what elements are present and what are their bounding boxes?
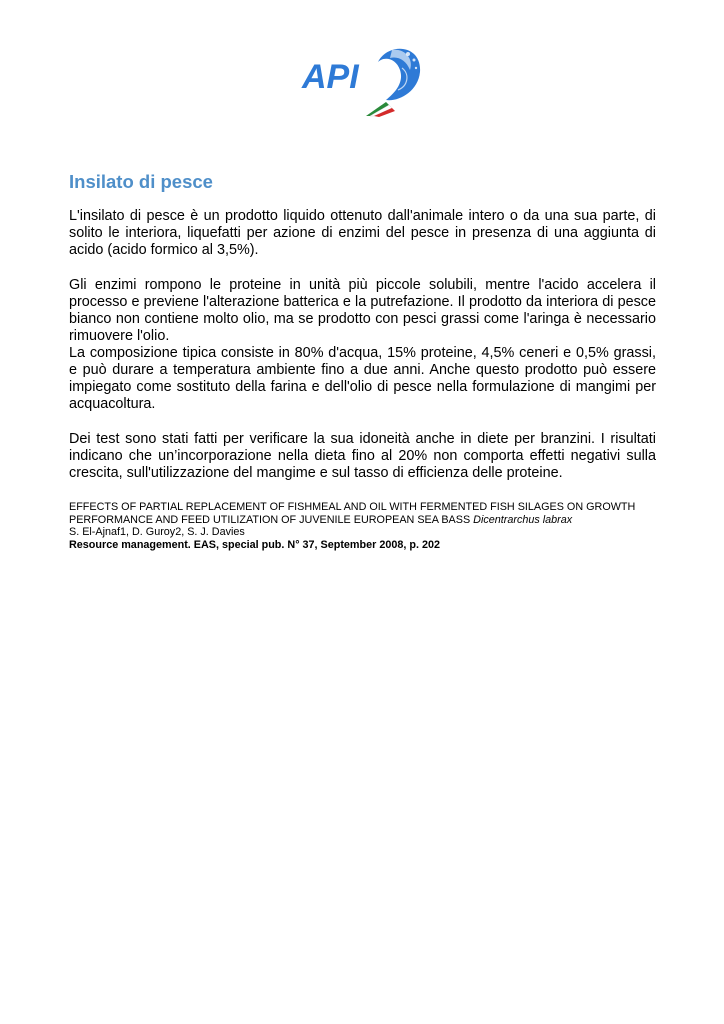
paragraph-tests: Dei test sono stati fatti per verificare la sua idoneità anche in diete per branzini. I risultati indicano che un’incorporazione nella dieta fino al 20% non comporta effetti negativi sulla crescita, sull'utilizzazione del mangime e sul tasso di efficienza delle proteine. bbox=[69, 431, 656, 481]
reference-source: Resource management. EAS, special pub. N° 37, September 2008, p. 202 bbox=[69, 538, 440, 551]
paragraph-definition: L'insilato di pesce è un prodotto liquido ottenuto dall'animale intero o da una sua parte, di solito le interiora, liquefatti per azione di enzimi del pesce in presenza di una aggiunta di acido (acido formico al 3,5%). bbox=[69, 208, 656, 258]
document-content bbox=[69, 170, 656, 551]
page-title: Insilato di pesce bbox=[69, 171, 213, 192]
logo-text: API bbox=[302, 58, 359, 96]
api-logo-graphic bbox=[300, 40, 424, 120]
reference-species: Dicentrarchus labrax bbox=[473, 513, 573, 526]
paragraph-enzymes: Gli enzimi rompono le proteine in unità più piccole solubili, mentre l'acido accelera il processo e previene l'alterazione batterica e la putrefazione. Il prodotto da interiora di pesce bianco non contiene molto olio, ma se prodotto con pesci grassi come l'aringa è necessario rimuovere l'olio. bbox=[69, 277, 656, 344]
reference-block bbox=[69, 501, 656, 551]
reference-title-line bbox=[69, 501, 656, 526]
logo-swirl bbox=[378, 49, 420, 101]
reference-title: EFFECTS OF PARTIAL REPLACEMENT OF FISHMEAL AND OIL WITH FERMENTED FISH SILAGES ON GROWTH PERFORMANCE AND FEED UTILIZATION OF JUVENILE EUROPEAN SEA BASS bbox=[69, 501, 636, 526]
paragraph-composition: La composizione tipica consiste in 80% d'acqua, 15% proteine, 4,5% ceneri e 0,5% grassi, e può durare a temperatura ambiente fino a due anni. Anche questo prodotto può essere impiegato come sostituto della farina e dell'olio di pesce nella formulazione di mangimi per acquacoltura. bbox=[69, 345, 656, 412]
italian-flag-stripes bbox=[366, 102, 395, 117]
api-logo bbox=[300, 40, 424, 120]
reference-authors: S. El-Ajnaf1, D. Guroy2, S. J. Davies bbox=[69, 526, 245, 538]
